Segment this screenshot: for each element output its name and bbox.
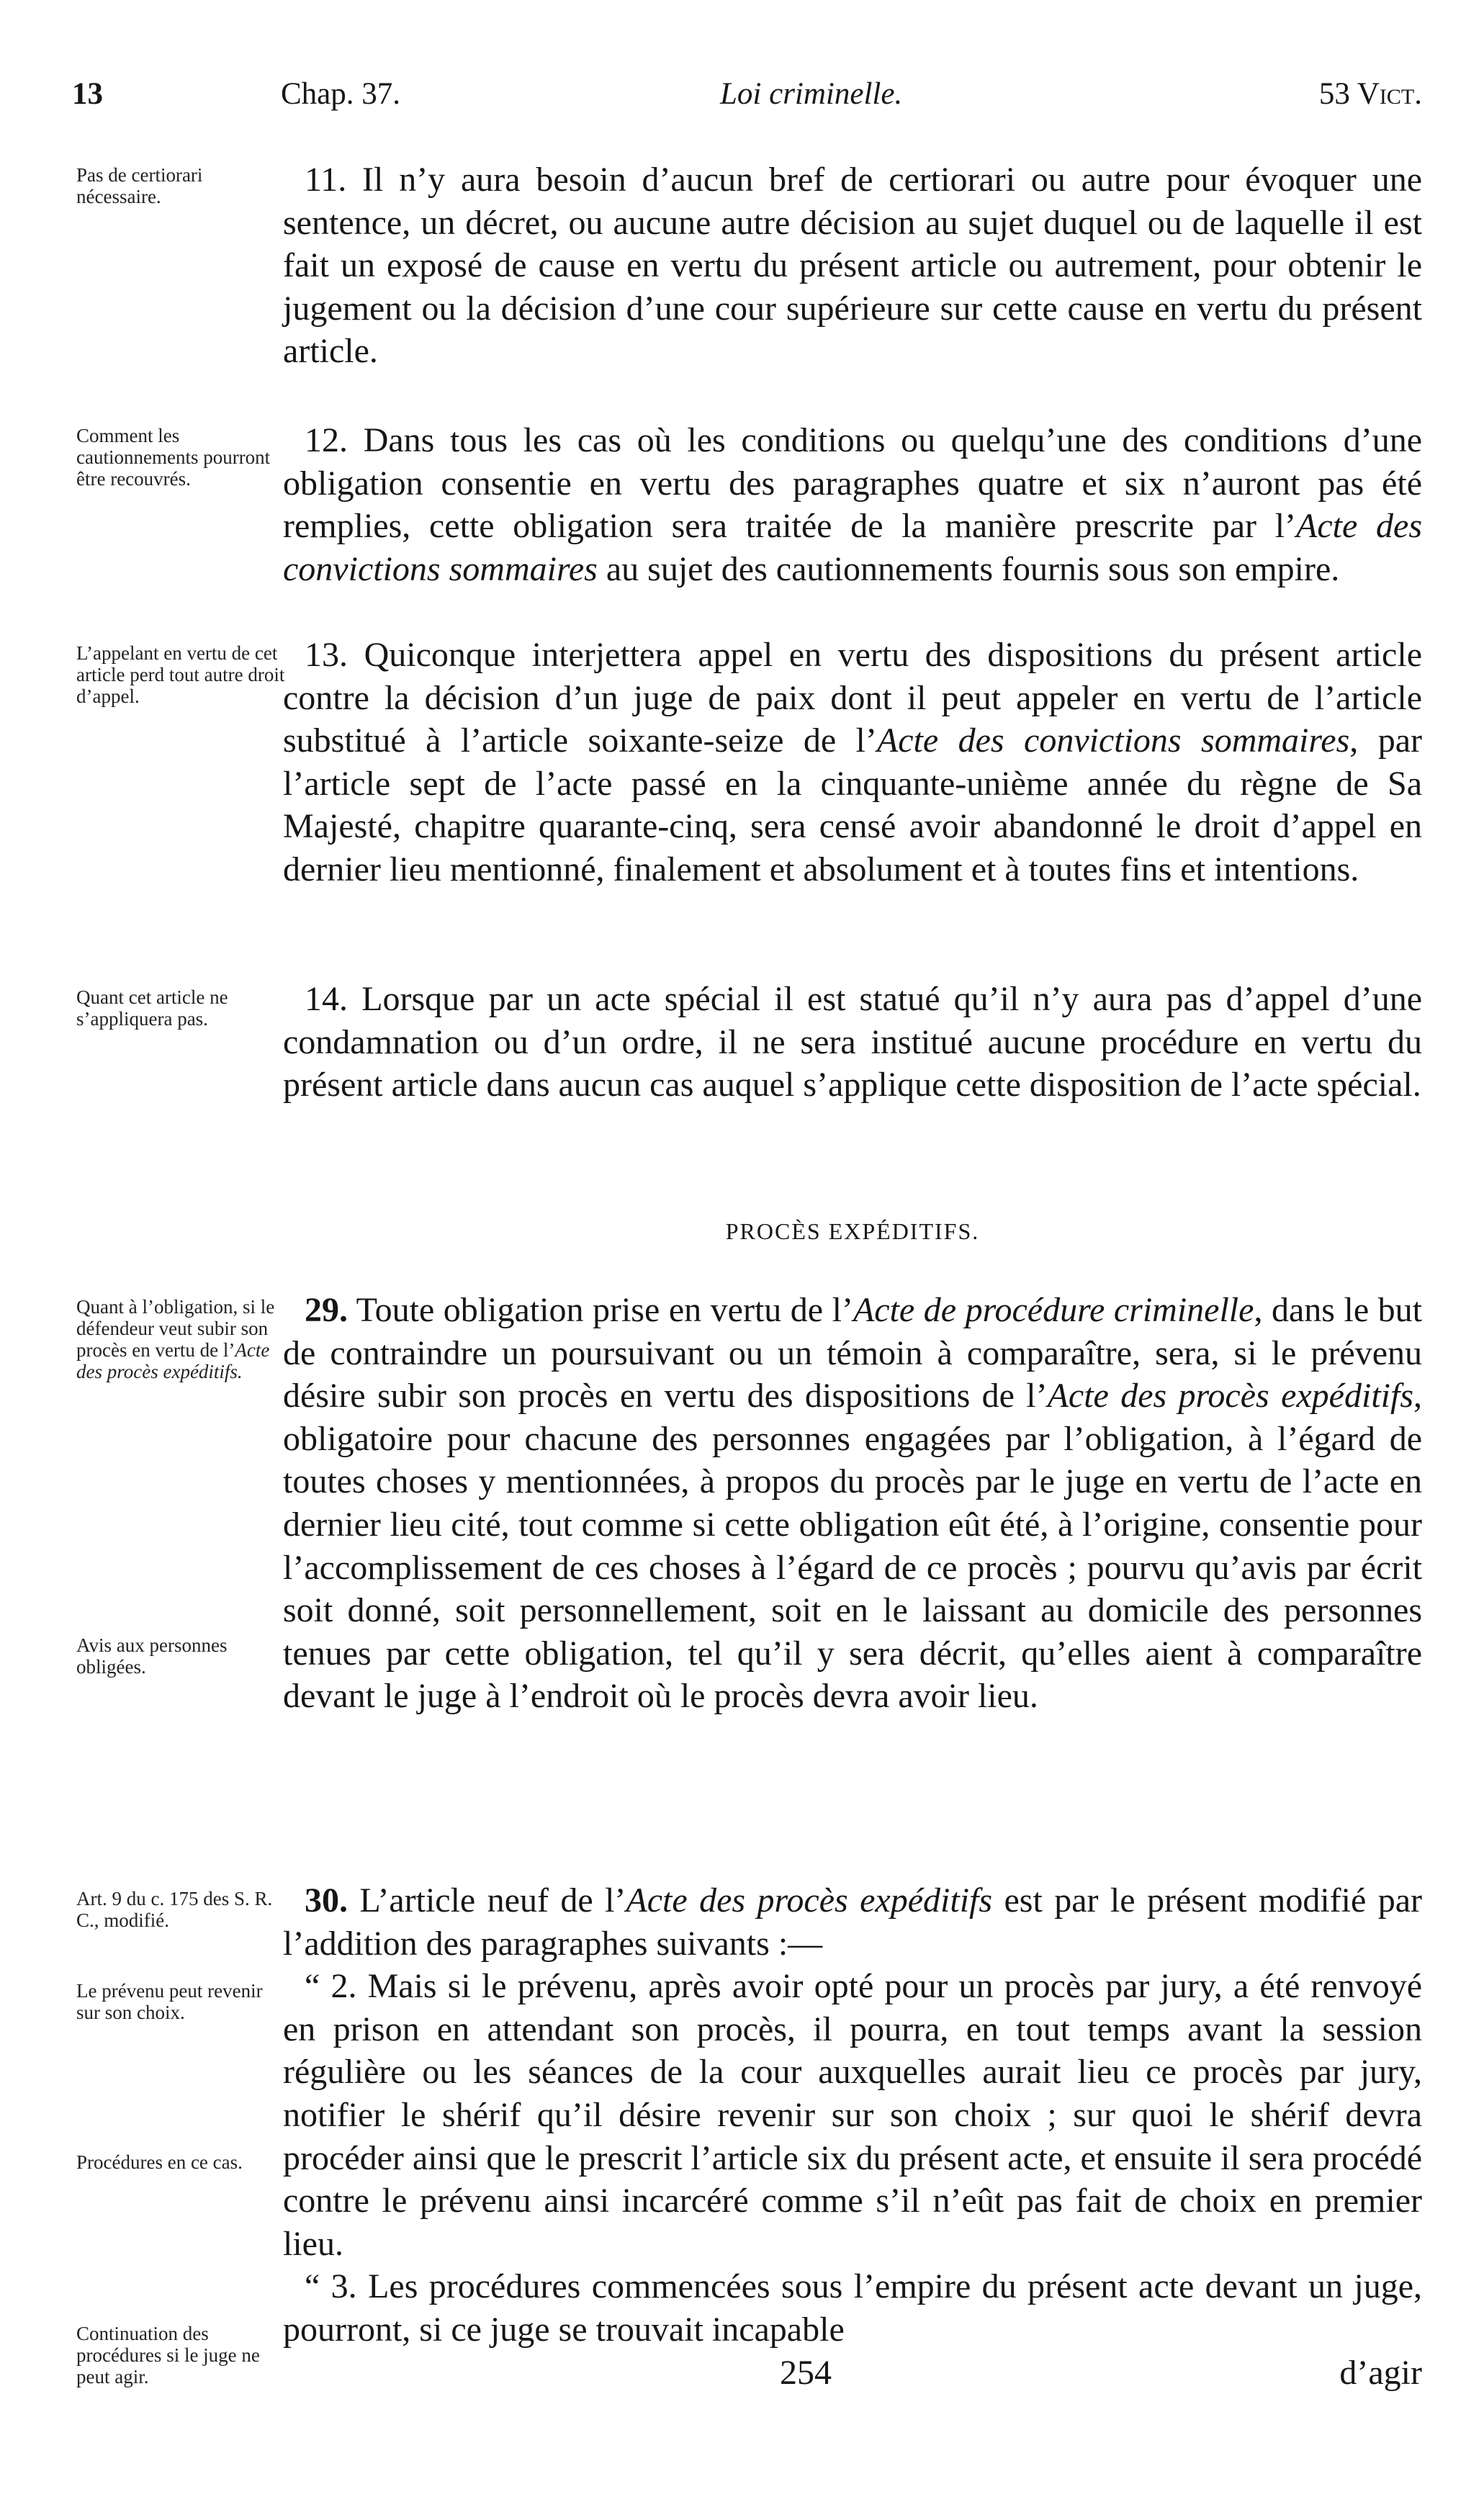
margin-note-13: L’appelant en vertu de cet article perd tout autre droit d’appel. <box>76 642 285 707</box>
section-text-tail: au sujet des cautionnements fournis sous son empire. <box>597 549 1340 588</box>
margin-note-12: Comment les cautionnements pourront être recouvrés. <box>76 425 271 490</box>
page-footer <box>283 2353 1422 2396</box>
section-30 <box>283 1879 1422 2352</box>
running-title: Loi criminelle. <box>720 77 903 111</box>
section-number: 11. <box>305 161 347 199</box>
section-text: Dans tous les cas où les conditions ou quelqu’une des conditions d’une obligation consentie en vertu des paragraphes quatre et six n’auront pas été remplies, cette obligation sera traitée de la manière prescrite par l’ <box>283 421 1423 546</box>
margin-note-30d: Continuation des procédures si le juge ne peut agir. <box>76 2323 260 2388</box>
section-number: 14. <box>305 980 348 1018</box>
section-12 <box>283 419 1422 590</box>
section-text-mid: , dans le but de contraindre un poursuivant ou un témoin à comparaître, sera, si le prévenu désire subir son procès en vertu des dispositions de l’ <box>283 1291 1423 1416</box>
paragraph-3: “ 3. Les procédures commencées sous l’empire du présent acte devant un juge, pourront, si ce juge se trouvait incapable <box>283 2267 1422 2349</box>
section-text: Il n’y aura besoin d’aucun bref de certiorari ou autre pour évoquer une sentence, un décret, ou aucune autre décision au sujet duquel ou de laquelle il est fait un exposé de cause en vertu du présent article ou autrement, pour obtenir le jugement ou la décision d’une cour supérieure sur cette cause en vertu du présent article. <box>283 161 1423 371</box>
section-text: Lorsque par un acte spécial il est statué qu’il n’y aura pas d’appel d’une condamnation ou d’un ordre, il ne sera institué aucune procédure en vertu du présent article dans aucun cas auquel s’applique cette disposition de l’acte spécial. <box>283 980 1423 1104</box>
section-text: Quiconque interjettera appel en vertu des dispositions du présent article contre la décision d’un juge de paix dont il peut appeler en vertu de l’article substitué à l’article soixante-seize de l’ <box>283 636 1423 760</box>
section-text: L’article neuf de l’ <box>359 1881 626 1920</box>
section-heading: PROCÈS EXPÉDITIFS. <box>725 1218 980 1244</box>
folio-number: 254 <box>780 2354 832 2392</box>
section-number: 12. <box>305 421 348 459</box>
margin-note-text: Quant à l’obligation, si le défendeur veut subir son procès en vertu de l’ <box>76 1296 275 1361</box>
paragraph-2: “ 2. Mais si le prévenu, après avoir opté pour un procès par jury, a été renvoyé en prison en attendant son procès, il pourra, en tout temps avant la session régulière ou les séances de la cour auxquelles aurait lieu ce procès par jury, notifier le shérif qu’il désire revenir sur son choix ; sur quoi le shérif devra procéder ainsi que le prescrit l’article six du présent acte, et ensuite il sera procédé contre le prévenu ainsi incarcéré comme s’il n’eût pas fait de choix en premier lieu. <box>283 1967 1422 2263</box>
act-title: Acte des convictions sommaires <box>283 507 1422 588</box>
act-title: Acte des convictions sommaires <box>876 721 1350 760</box>
catchword: d’agir <box>1339 2354 1422 2392</box>
running-head <box>72 76 1422 120</box>
section-number: 13. <box>305 636 348 674</box>
margin-note-14: Quant cet article ne s’appliquera pas. <box>76 986 228 1030</box>
section-text-tail: , obligatoire pour chacune des personnes engagées par l’obligation, à l’égard de toutes choses y mentionnées, à propos du procès par le juge en vertu de l’acte en dernier lieu cité, tout comme si cette obligation eût été, à l’origine, consentie pour l’accomplissement de ces choses à l’égard de ce procès ; pourvu qu’avis par écrit soit donné, soit personnellement, soit en le laissant au domicile des personnes tenues par cette obligation, tel qu’il y sera décrit, qu’elles aient à comparaître devant le juge à l’endroit où le procès devra avoir lieu. <box>283 1377 1423 1716</box>
page-number: 13 <box>72 77 103 111</box>
margin-note-29a <box>76 1296 285 1382</box>
act-title: Acte des procès expéditifs <box>626 1881 993 1920</box>
section-text-tail: est par le présent modifié par l’addition des paragraphes suivants :— <box>283 1881 1423 1963</box>
act-title: Acte de procédure criminelle <box>853 1291 1254 1329</box>
chapter-label: Chap. 37. <box>281 77 401 111</box>
section-29 <box>283 1289 1422 1718</box>
section-number: 29. <box>305 1291 348 1329</box>
margin-note-29b: Avis aux personnes obligées. <box>76 1634 228 1678</box>
section-13 <box>283 634 1422 891</box>
margin-note-30c: Procédures en ce cas. <box>76 2151 243 2173</box>
section-text-tail: , par l’article sept de l’acte passé en la cinquante-unième année du règne de Sa Majesté, chapitre quarante-cinq, sera censé avoir abandonné le droit d’appel en dernier lieu mentionné, finalement et absolument et à toutes fins et intentions. <box>283 721 1423 888</box>
section-11 <box>283 158 1422 373</box>
margin-note-30b: Le prévenu peut revenir sur son choix. <box>76 1980 263 2023</box>
margin-note-act: Acte des procès expéditifs. <box>76 1339 270 1382</box>
margin-note-11: Pas de certiorari nécessaire. <box>76 164 203 207</box>
act-title-2: Acte des procès expéditifs <box>1047 1377 1414 1416</box>
section-14 <box>283 978 1422 1107</box>
margin-note-30a: Art. 9 du c. 175 des S. R. C., modifié. <box>76 1888 273 1931</box>
section-text: Toute obligation prise en vertu de l’ <box>356 1291 853 1329</box>
section-number: 30. <box>305 1881 348 1920</box>
regnal-year: 53 Vict. <box>1318 77 1422 111</box>
